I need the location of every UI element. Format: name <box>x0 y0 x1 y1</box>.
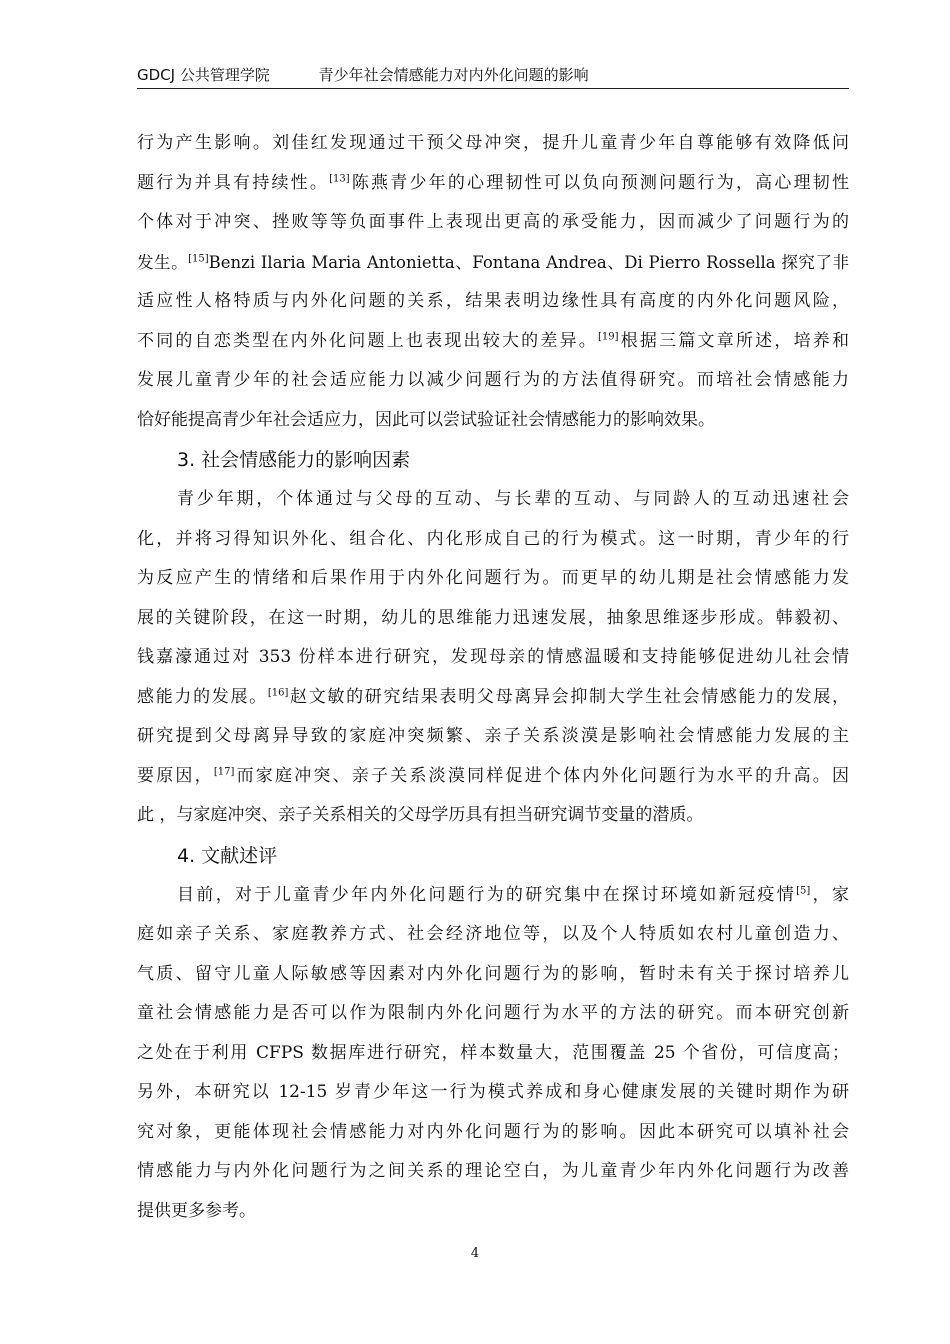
paragraph-literature-review <box>137 876 849 1232</box>
text-line: 题行为并具有持续性。[13]陈燕青少年的心理韧性可以负向预测问题行为，高心理韧性 <box>137 172 850 193</box>
text-line: 钱嘉濠通过对 353 份样本进行研究，发现母亲的情感温暖和支持能够促进幼儿社会情 <box>137 647 849 667</box>
text-line: 之处在于利用 CFPS 数据库进行研究，样本数量大，范围覆盖 25 个省份，可信度高； <box>137 1042 849 1063</box>
citation-marker: [16] <box>267 686 289 698</box>
text-line: 究对象，更能体现社会情感能力对内外化问题行为的影响。因此本研究可以填补社会 <box>137 1121 849 1142</box>
text-line: 青少年期，个体通过与父母的互动、与长辈的互动、与同龄人的互动迅速社会 <box>177 489 849 509</box>
running-header <box>137 64 849 89</box>
text-line: 感能力的发展。[16]赵文敏的研究结果表明父母离异会抑制大学生社会情感能力的发展， <box>137 686 850 707</box>
text-line: 不同的自恋类型在内外化问题上也表现出较大的差异。[19]根据三篇文章所述，培养和 <box>137 330 850 351</box>
paragraph-influence-factors <box>137 480 849 836</box>
text-line: 恰好能提高青少年社会适应力，因此可以尝试验证社会情感能力的影响效果。 <box>137 409 715 430</box>
text-line: 提供更多参考。 <box>137 1200 256 1221</box>
text-line: 行为产生影响。刘佳红发现通过干预父母冲突，提升儿童青少年自尊能够有效降低问 <box>137 133 849 153</box>
text-line: 为反应产生的情绪和后果作用于内外化问题行为。而更早的幼儿期是社会情感能力发 <box>137 568 849 588</box>
text-line: 发展儿童青少年的社会适应能力以减少问题行为的方法值得研究。而培社会情感能力 <box>137 370 849 390</box>
text-line: 情感能力与内外化问题行为之间关系的理论空白，为儿童青少年内外化问题行为改善 <box>137 1161 849 1181</box>
page-number: 4 <box>470 1246 480 1261</box>
citation-marker: [5] <box>796 884 811 896</box>
citation-marker: [15] <box>188 253 209 264</box>
citation-marker: [13] <box>329 172 350 184</box>
text-line: 适应性人格特质与内外化问题的关系，结果表明边缘性具有高度的内外化问题风险， <box>137 291 849 311</box>
text-line: 目前，对于儿童青少年内外化问题行为的研究集中在探讨环境如新冠疫情[5]，家 <box>177 884 850 905</box>
text-line: 童社会情感能力是否可以作为限制内外化问题行为水平的方法的研究。而本研究创新 <box>137 1003 849 1023</box>
text-line: 发生。[15]Benzi Ilaria Maria Antonietta、Fontana Andrea、Di Pierro Rossella 探究了非 <box>137 252 849 272</box>
paragraph-literature-problem-behavior <box>137 124 849 440</box>
header-title: 青少年社会情感能力对内外化问题的影响 <box>318 66 589 84</box>
page-body <box>137 124 849 1231</box>
text-line: 此 ，与家庭冲突、亲子关系相关的父母学历具有担当研究调节变量的潜质。 <box>137 805 704 825</box>
section-heading-3: 3. 社会情感能力的影响因素 <box>177 449 411 471</box>
text-line: 庭如亲子关系、家庭教养方式、社会经济地位等，以及个人特质如农村儿童创造力、 <box>137 924 849 944</box>
text-line: 研究提到父母离异导致的家庭冲突频繁、亲子关系淡漠是影响社会情感能力发展的主 <box>137 726 849 746</box>
text-line: 另外，本研究以 12-15 岁青少年这一行为模式养成和身心健康发展的关键时期作为研 <box>137 1082 849 1102</box>
citation-marker: [17] <box>213 765 235 777</box>
text-line: 展的关键阶段，在这一时期，幼儿的思维能力迅速发展，抽象思维逐步形成。韩毅初、 <box>137 607 849 628</box>
section-heading-4: 4. 文献述评 <box>177 844 278 867</box>
text-line: 化，并将习得知识外化、组合化、内化形成自己的行为模式。这一时期，青少年的行 <box>137 528 849 549</box>
text-line: 要原因，[17]而家庭冲突、亲子关系淡漠同样促进个体内外化问题行为水平的升高。因 <box>137 765 850 786</box>
header-school: GDCJ 公共管理学院 <box>137 66 270 84</box>
citation-marker: [19] <box>597 330 619 342</box>
text-line: 气质、留守儿童人际敏感等因素对内外化问题行为的影响，暂时未有关于探讨培养儿 <box>137 963 849 984</box>
text-line: 个体对于冲突、挫败等等负面事件上表现出更高的承受能力，因而减少了问题行为的 <box>137 212 849 232</box>
